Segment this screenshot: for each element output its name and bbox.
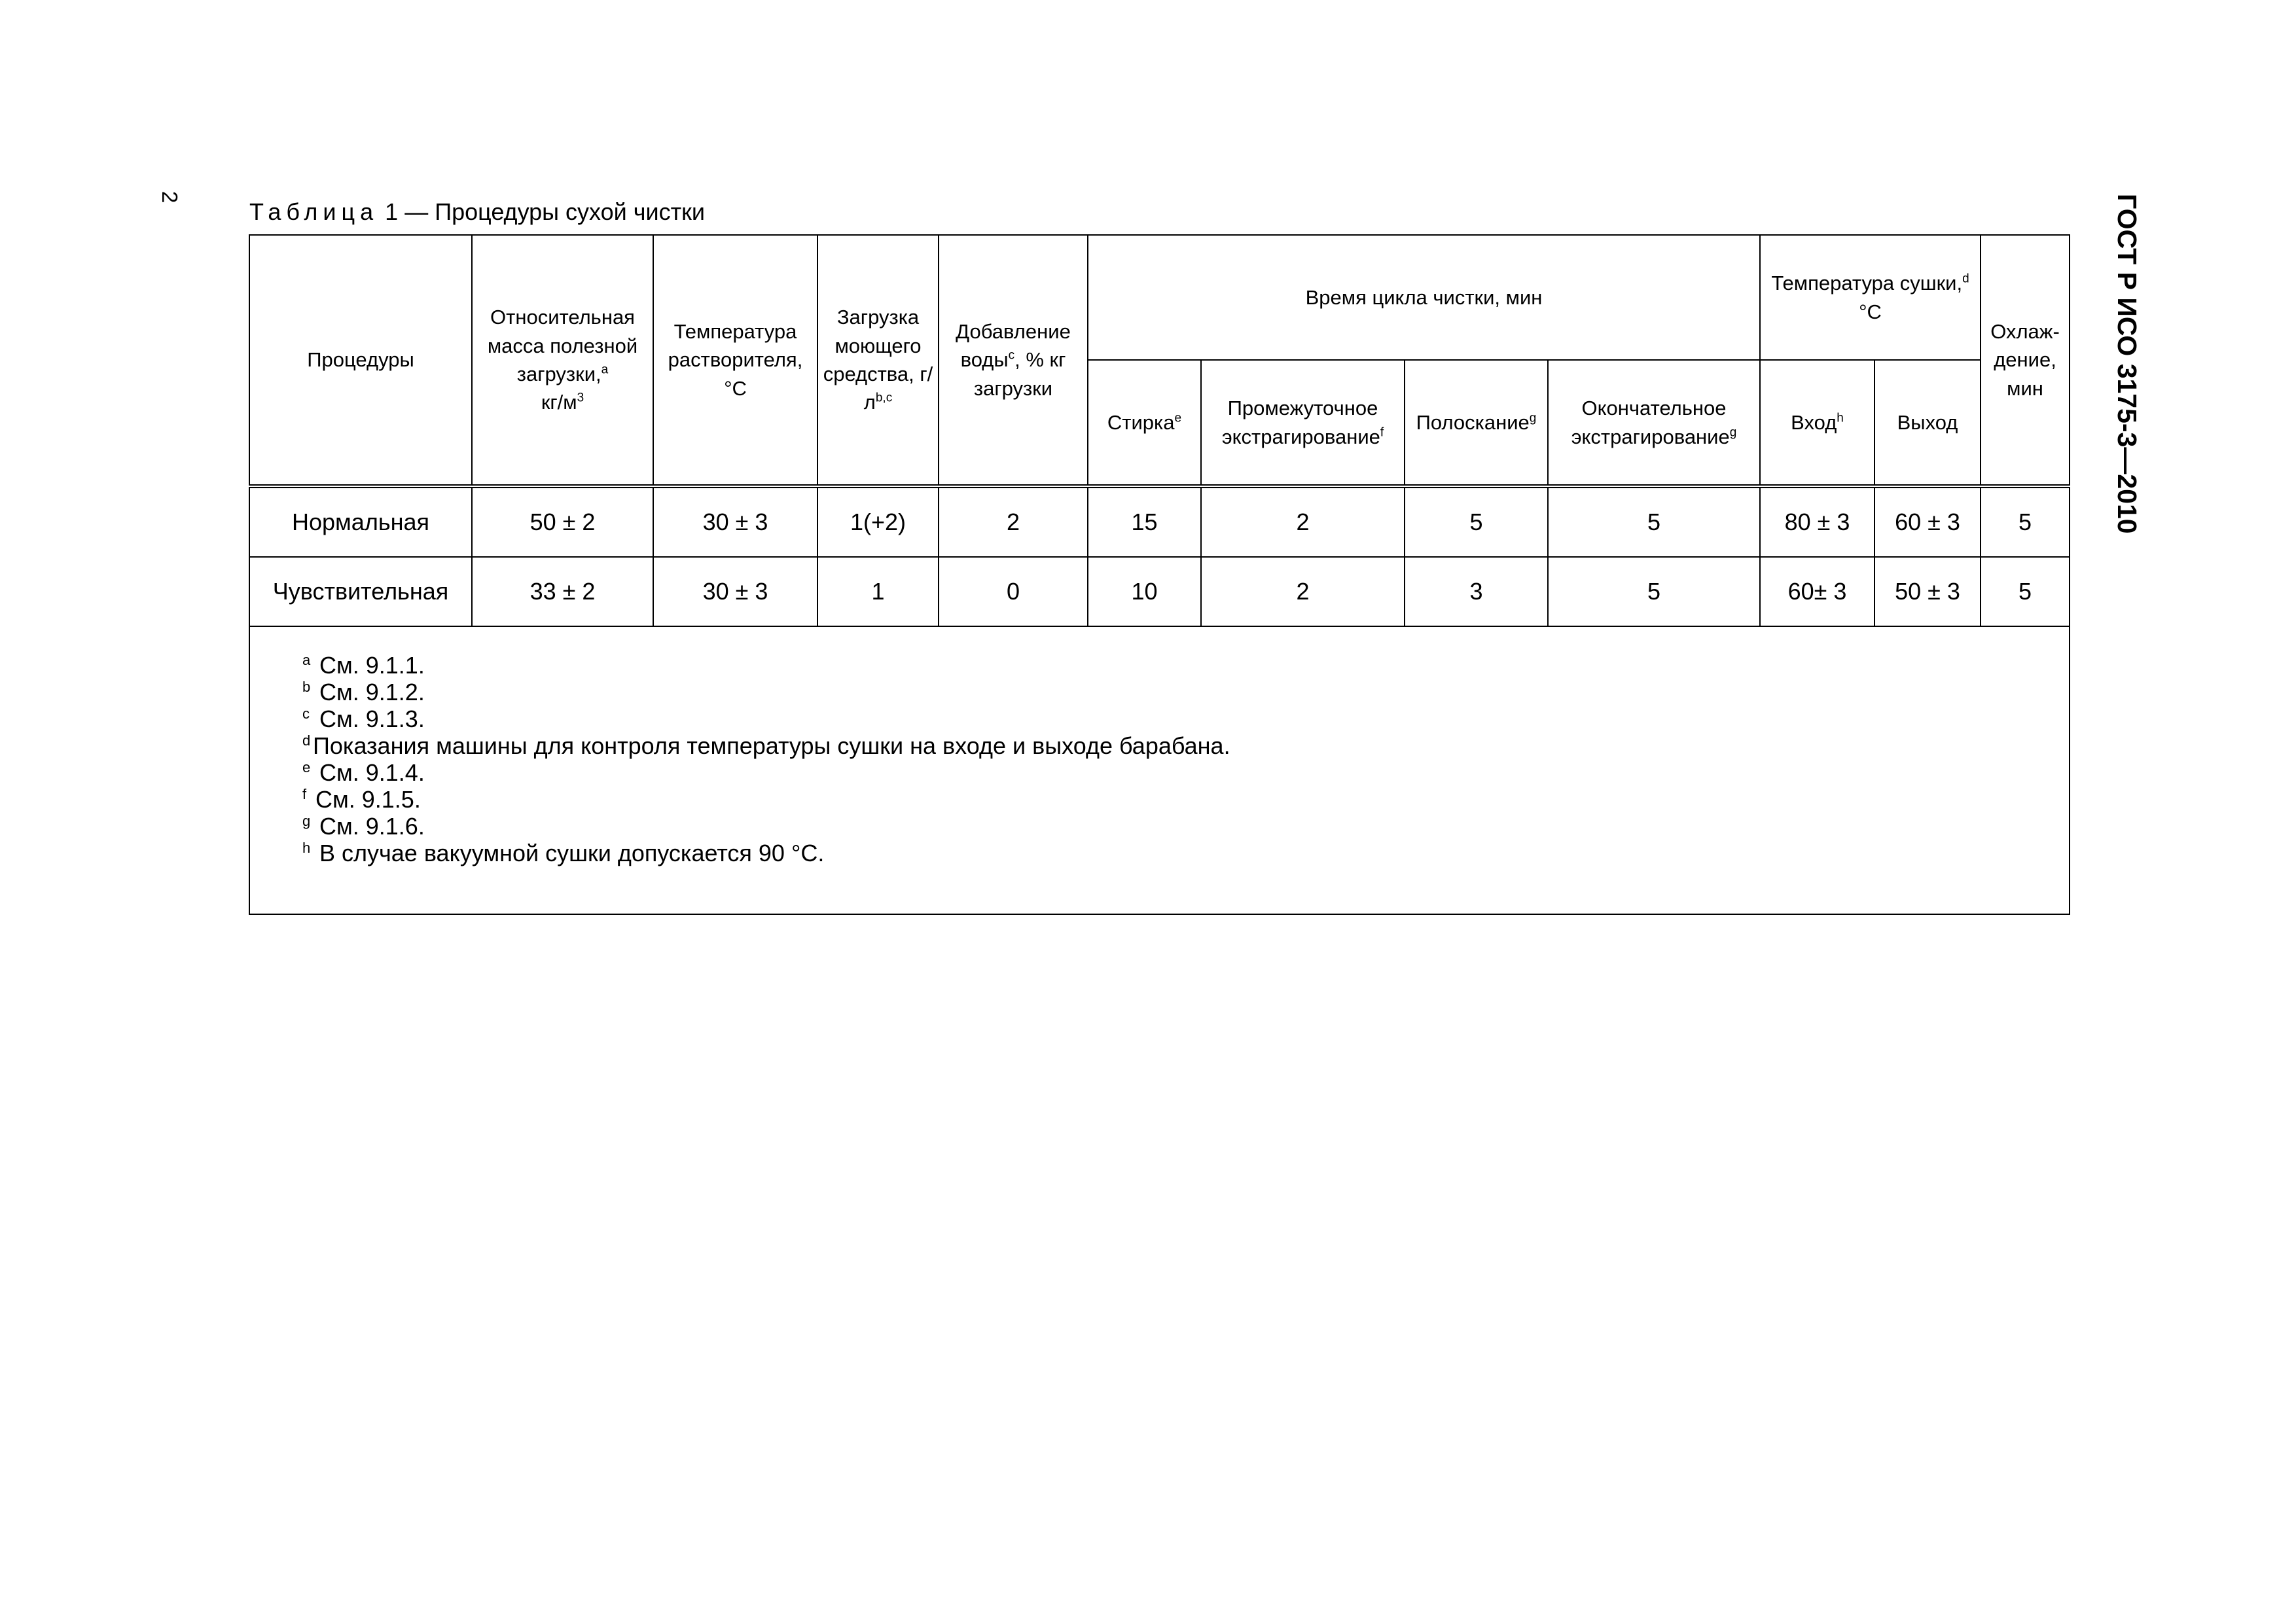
cell-water-addition: 0	[939, 557, 1088, 626]
cell-wash: 10	[1088, 557, 1201, 626]
footnote-item: b См. 9.1.2.	[302, 679, 425, 705]
header-wash: Стирка$^e$	[1088, 360, 1201, 486]
cell-solvent-temperature: 30 ± 3	[653, 557, 817, 626]
footnote-item: f См. 9.1.5.	[302, 786, 421, 813]
procedures-table	[249, 234, 2070, 915]
header-detergent-load: Загрузка моющего средства, $г/л^{b,c}$	[817, 235, 939, 486]
footnote-text: См. 9.1.3.	[319, 705, 425, 732]
cell-inlet: 80 ± 3	[1760, 486, 1874, 557]
table-notes	[249, 626, 2070, 914]
footnote-text: Показания машины для контроля температуры сушки на входе и выходе барабана.	[313, 732, 1230, 759]
cell-procedure: Нормальная	[249, 486, 472, 557]
header-rinse: Полоскание$^g$	[1405, 360, 1548, 486]
cell-cooling: 5	[1981, 557, 2070, 626]
cell-detergent-load: 1(+2)	[817, 486, 939, 557]
cell-final-extraction: 5	[1548, 486, 1760, 557]
page-number: 2	[158, 191, 182, 204]
table-caption-title: 1 — Процедуры сухой чистки	[385, 198, 706, 225]
header-final-extraction: Окончательное экстрагирование$^g$	[1548, 360, 1760, 486]
notes-row	[249, 626, 2070, 914]
header-procedures: Процедуры	[249, 235, 472, 486]
footnote-item: g См. 9.1.6.	[302, 813, 425, 840]
cell-detergent-load: 1	[817, 557, 939, 626]
cell-inlet: 60± 3	[1760, 557, 1874, 626]
footnote-item: h В случае вакуумной сушки допускается 90 °С.	[302, 840, 825, 866]
table-caption	[249, 200, 705, 224]
cell-water-addition: 2	[939, 486, 1088, 557]
cell-final-extraction: 5	[1548, 557, 1760, 626]
table-caption-label: Таблица	[249, 198, 379, 225]
footnote-item: e См. 9.1.4.	[302, 759, 425, 786]
cell-outlet: 60 ± 3	[1874, 486, 1981, 557]
cell-rinse: 3	[1405, 557, 1548, 626]
header-cooling: Охлаж-дение, мин	[1981, 235, 2070, 486]
footnote-item: a См. 9.1.1.	[302, 652, 425, 679]
footnote-text: См. 9.1.1.	[319, 652, 425, 679]
header-relative-mass: Относительная масса полезной загрузки,$^a$ $кг/м^3$	[472, 235, 653, 486]
cell-procedure: Чувствительная	[249, 557, 472, 626]
cell-cooling: 5	[1981, 486, 2070, 557]
footnote-text: В случае вакуумной сушки допускается 90 °С.	[319, 840, 825, 866]
header-drying-temperature: Температура сушки,$^d$ °С	[1760, 235, 1981, 360]
cell-intermediate-extraction: 2	[1201, 557, 1405, 626]
footnote-item: c См. 9.1.3.	[302, 705, 425, 732]
header-row-1	[249, 235, 2070, 360]
header-inlet: Вход$^h$	[1760, 360, 1874, 486]
footnote-text: См. 9.1.6.	[319, 813, 425, 840]
header-cycle-time: Время цикла чистки, мин	[1088, 235, 1760, 360]
table-row	[249, 486, 2070, 557]
document-code: ГОСТ Р ИСО 3175-3—2010	[2112, 194, 2142, 534]
cell-outlet: 50 ± 3	[1874, 557, 1981, 626]
footnote-item: d Показания машины для контроля температуры сушки на входе и выходе барабана.	[302, 732, 1230, 759]
cell-relative-mass: 33 ± 2	[472, 557, 653, 626]
footnote-text: См. 9.1.5.	[315, 786, 421, 813]
footnote-text: См. 9.1.4.	[319, 759, 425, 786]
cell-solvent-temperature: 30 ± 3	[653, 486, 817, 557]
cell-relative-mass: 50 ± 2	[472, 486, 653, 557]
cell-rinse: 5	[1405, 486, 1548, 557]
header-outlet: Выход	[1874, 360, 1981, 486]
footnote-text: См. 9.1.2.	[319, 679, 425, 705]
header-water-addition: Добавление воды$^c$, % кг загрузки	[939, 235, 1088, 486]
table-row	[249, 557, 2070, 626]
cell-intermediate-extraction: 2	[1201, 486, 1405, 557]
header-solvent-temperature: Температура растворителя, °С	[653, 235, 817, 486]
header-intermediate-extraction: Промежуточное экстрагирование$^f$	[1201, 360, 1405, 486]
cell-wash: 15	[1088, 486, 1201, 557]
